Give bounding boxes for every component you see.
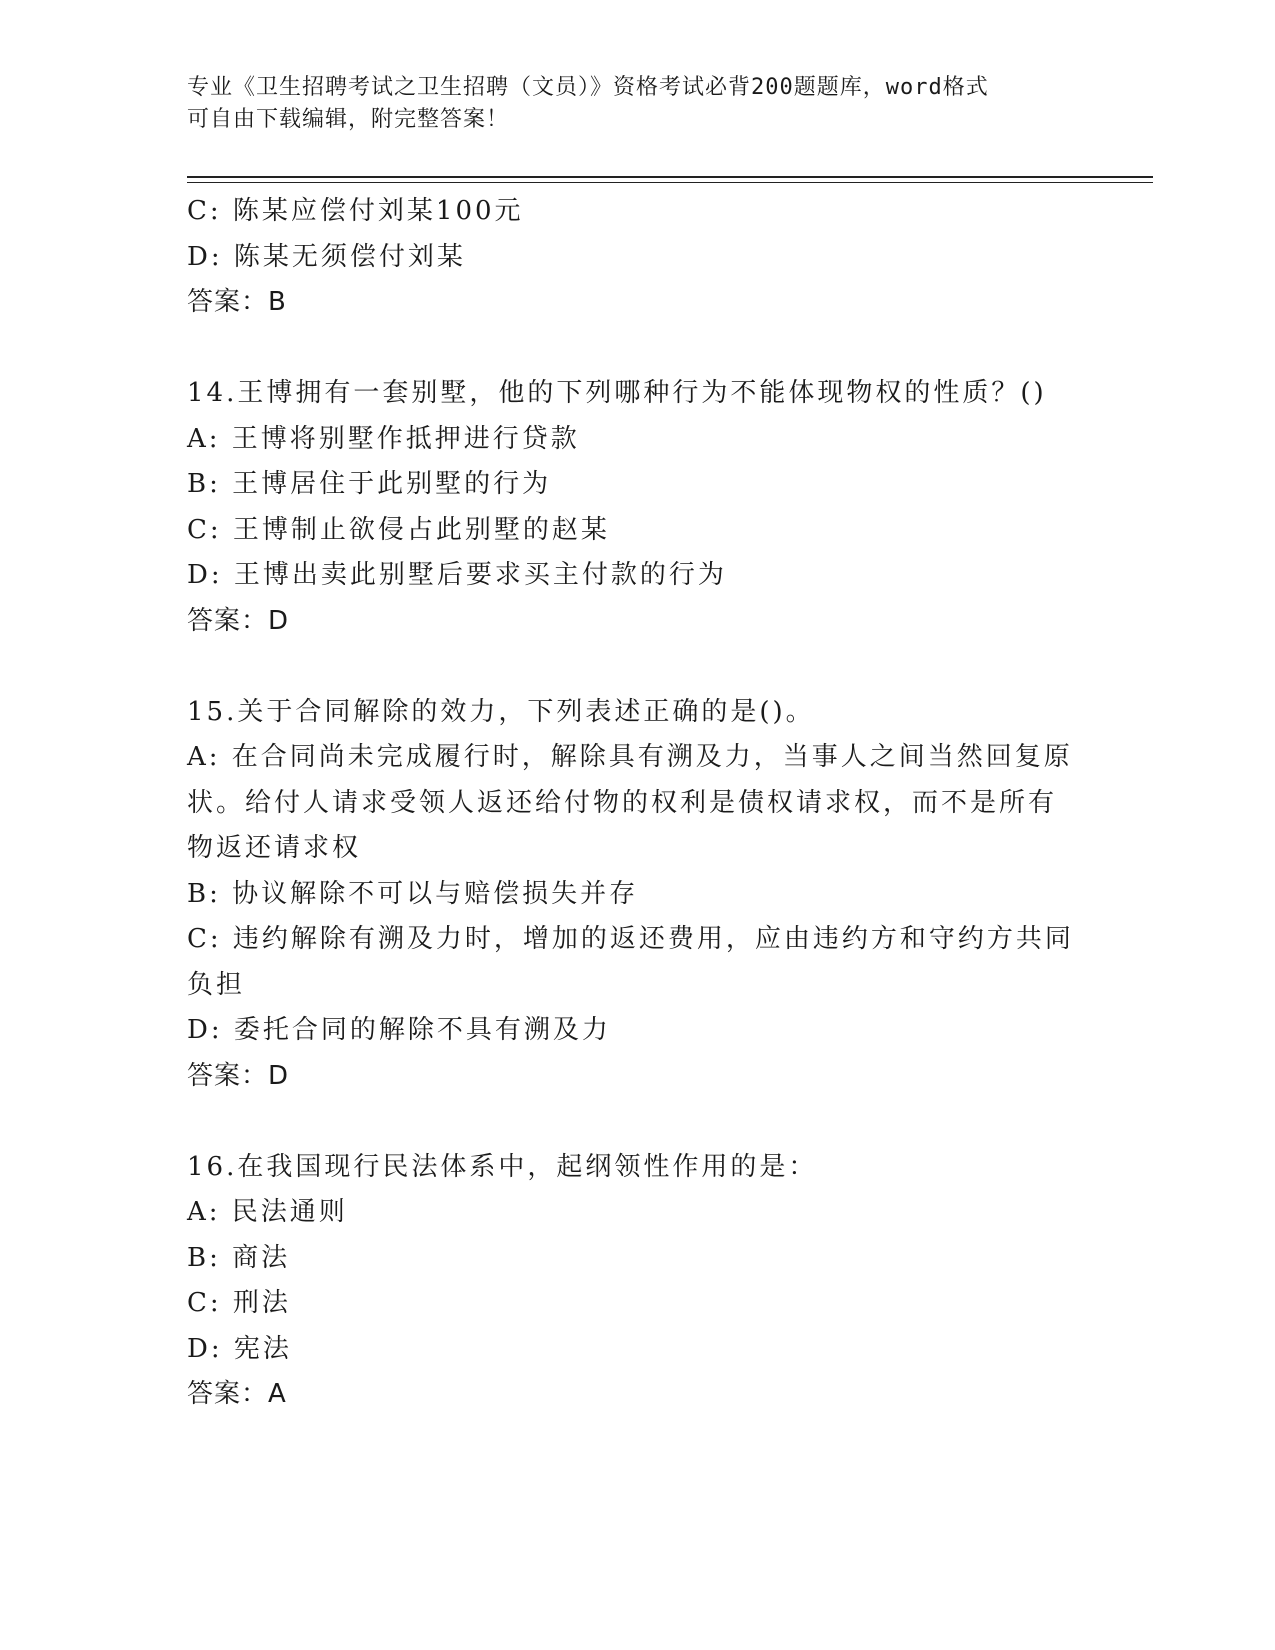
spacer bbox=[187, 1099, 1087, 1145]
question-15-stem: 15.关于合同解除的效力，下列表述正确的是()。 bbox=[187, 696, 815, 727]
question-15-option-a-line-2: 状。给付人请求受领人返还给付物的权利是债权请求权，而不是所有 bbox=[187, 787, 1058, 818]
header-line-1: 专业《卫生招聘考试之卫生招聘（文员）》资格考试必背200题题库，word格式 bbox=[187, 75, 989, 100]
question-16-stem: 16.在我国现行民法体系中，起纲领性作用的是： bbox=[187, 1151, 818, 1182]
document-header bbox=[187, 72, 1087, 136]
question-14-option-b: B: 王博居住于此别墅的行为 bbox=[187, 469, 552, 499]
question-15-option-c-line-2: 负担 bbox=[187, 969, 246, 1000]
option-c: C: 陈某应偿付刘某100元 bbox=[187, 196, 524, 226]
spacer bbox=[187, 326, 1087, 372]
header-divider-thick bbox=[187, 176, 1153, 178]
spacer bbox=[187, 644, 1087, 690]
question-14-option-a: A: 王博将别墅作抵押进行贷款 bbox=[187, 423, 580, 454]
question-15-answer: 答案：D bbox=[187, 1060, 290, 1091]
question-16-option-a: A: 民法通则 bbox=[187, 1197, 348, 1227]
question-15-option-b: B: 协议解除不可以与赔偿损失并存 bbox=[187, 878, 639, 909]
question-16-answer: 答案：A bbox=[187, 1379, 287, 1409]
question-14-stem: 14.王博拥有一套别墅，他的下列哪种行为不能体现物权的性质？() bbox=[187, 378, 1047, 408]
question-16-option-b: B: 商法 bbox=[187, 1242, 291, 1273]
question-15-option-a-line-1: A: 在合同尚未完成履行时，解除具有溯及力，当事人之间当然回复原 bbox=[187, 742, 1073, 772]
question-15-option-d: D: 委托合同的解除不具有溯及力 bbox=[187, 1015, 611, 1045]
header-line-2: 可自由下载编辑，附完整答案！ bbox=[187, 107, 510, 132]
option-d: D: 陈某无须偿付刘某 bbox=[187, 241, 466, 272]
header-divider-thin bbox=[187, 182, 1153, 183]
question-15-option-c-line-1: C: 违约解除有溯及力时，增加的返还费用，应由违约方和守约方共同 bbox=[187, 924, 1074, 954]
question-15-option-a-line-3: 物返还请求权 bbox=[187, 833, 362, 863]
question-16-option-c: C: 刑法 bbox=[187, 1288, 291, 1318]
question-16-option-d: D: 宪法 bbox=[187, 1333, 292, 1364]
question-14-option-c: C: 王博制止欲侵占此别墅的赵某 bbox=[187, 514, 610, 545]
question-14-option-d: D: 王博出卖此别墅后要求买主付款的行为 bbox=[187, 560, 727, 590]
question-14-answer: 答案：D bbox=[187, 605, 290, 636]
question-list bbox=[187, 189, 1087, 1418]
answer-line: 答案：B bbox=[187, 287, 287, 317]
